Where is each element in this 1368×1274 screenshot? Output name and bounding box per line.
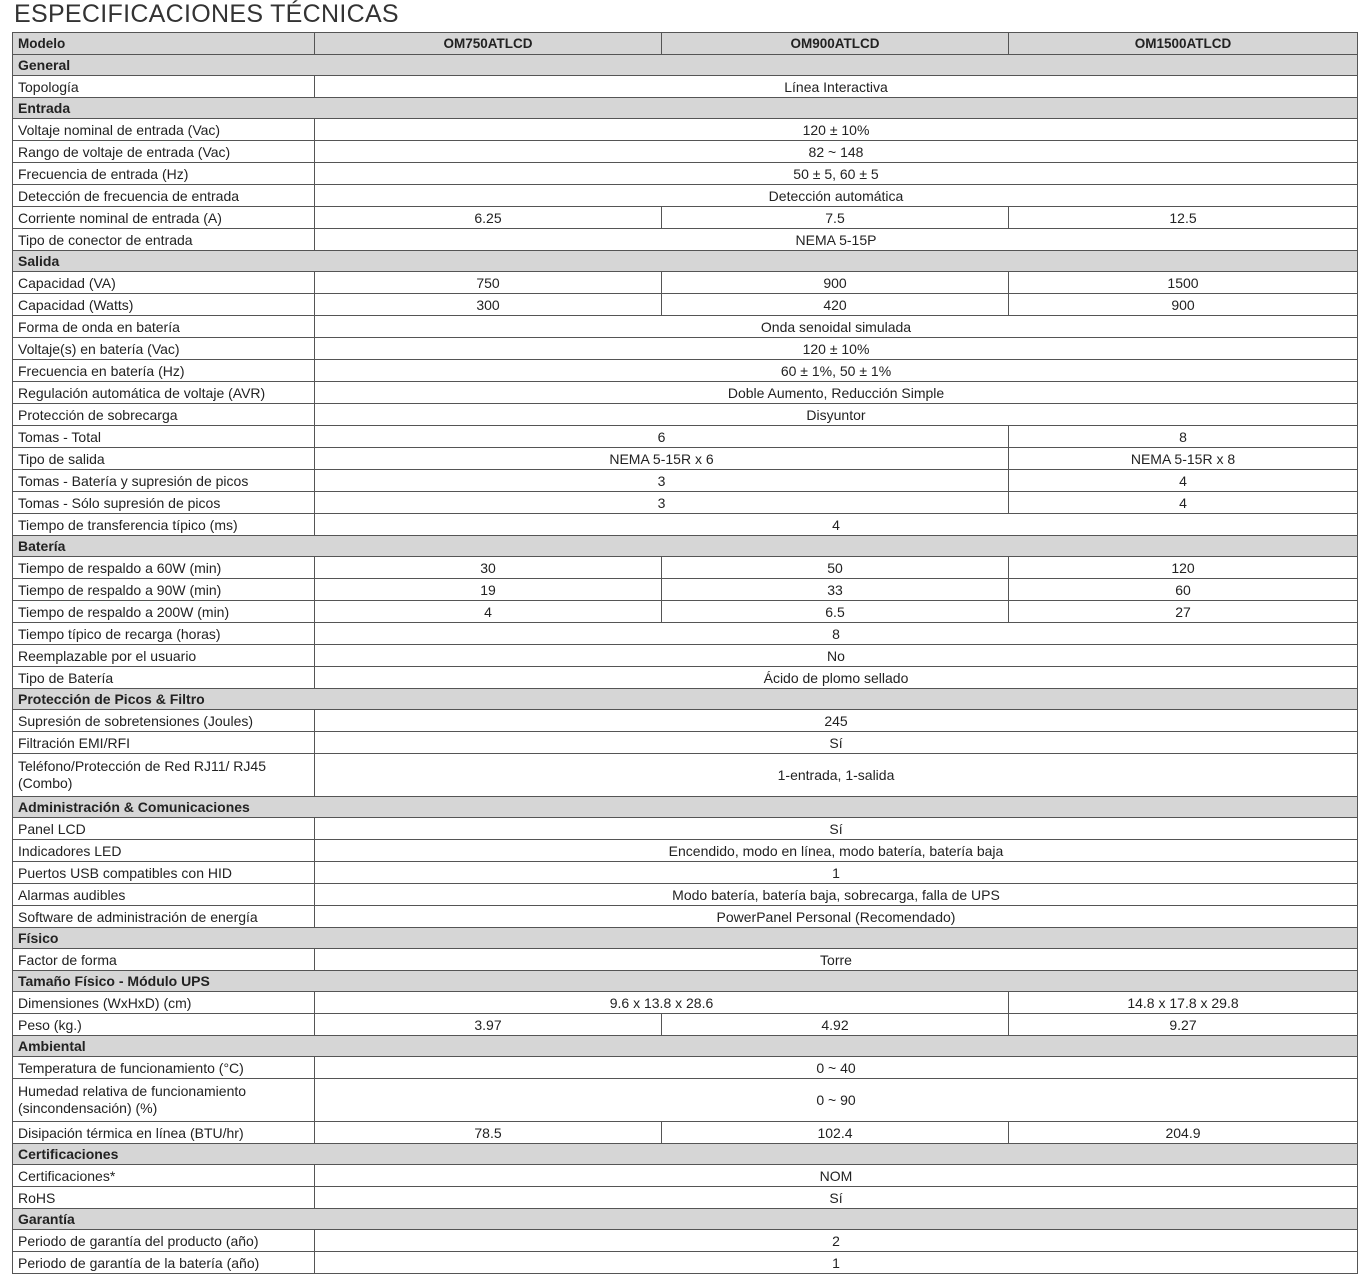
spec-label: Rango de voltaje de entrada (Vac) [13,141,315,163]
page-title: ESPECIFICACIONES TÉCNICAS [14,0,399,28]
spec-value: Línea Interactiva [315,76,1358,98]
section-header-row [13,55,1358,76]
spec-value: 900 [662,272,1009,294]
section-header-row [13,98,1358,119]
spec-label: Teléfono/Protección de Red RJ11/ RJ45 (Combo) [13,754,315,797]
spec-value: 3 [315,470,1009,492]
spec-value: 6.25 [315,207,662,229]
section-header-row [13,797,1358,818]
spec-label: Peso (kg.) [13,1014,315,1036]
spec-value: 4 [1009,492,1358,514]
spec-label: Tiempo típico de recarga (horas) [13,623,315,645]
spec-body [13,55,1358,1274]
spec-value: 33 [662,579,1009,601]
section-title: Certificaciones [13,1144,1358,1165]
spec-value: 300 [315,294,662,316]
spec-row [13,316,1358,338]
spec-label: Disipación térmica en línea (BTU/hr) [13,1122,315,1144]
spec-label: Tipo de conector de entrada [13,229,315,251]
spec-label: Detección de frecuencia de entrada [13,185,315,207]
spec-row [13,338,1358,360]
section-title: Salida [13,251,1358,272]
spec-label: Factor de forma [13,949,315,971]
spec-label: Protección de sobrecarga [13,404,315,426]
spec-row [13,862,1358,884]
spec-label: Tomas - Total [13,426,315,448]
spec-label: Humedad relativa de funcionamiento (sincondensación) (%) [13,1079,315,1122]
spec-value: Sí [315,732,1358,754]
spec-row [13,514,1358,536]
spec-value: 1500 [1009,272,1358,294]
spec-row [13,710,1358,732]
spec-row [13,1187,1358,1209]
section-title: Entrada [13,98,1358,119]
section-title: Protección de Picos & Filtro [13,689,1358,710]
spec-value: Sí [315,1187,1358,1209]
spec-row [13,601,1358,623]
spec-row [13,382,1358,404]
section-title: Administración & Comunicaciones [13,797,1358,818]
spec-label: Voltaje nominal de entrada (Vac) [13,119,315,141]
spec-value: Torre [315,949,1358,971]
spec-row [13,404,1358,426]
spec-value: Detección automática [315,185,1358,207]
spec-value: 0 ~ 90 [315,1079,1358,1122]
section-title: Físico [13,928,1358,949]
spec-row [13,141,1358,163]
spec-label: Panel LCD [13,818,315,840]
spec-row [13,119,1358,141]
spec-label: Tipo de Batería [13,667,315,689]
spec-value: 8 [315,623,1358,645]
spec-label: Certificaciones* [13,1165,315,1187]
spec-value: 78.5 [315,1122,662,1144]
spec-value: 204.9 [1009,1122,1358,1144]
spec-label: Voltaje(s) en batería (Vac) [13,338,315,360]
spec-row [13,426,1358,448]
spec-value: 0 ~ 40 [315,1057,1358,1079]
spec-label: Tiempo de respaldo a 200W (min) [13,601,315,623]
spec-value: 4 [1009,470,1358,492]
spec-value: 27 [1009,601,1358,623]
section-title: Garantía [13,1209,1358,1230]
spec-label: Tiempo de respaldo a 60W (min) [13,557,315,579]
spec-value: Sí [315,818,1358,840]
spec-value: 120 ± 10% [315,119,1358,141]
spec-label: Temperatura de funcionamiento (°C) [13,1057,315,1079]
spec-value: Modo batería, batería baja, sobrecarga, falla de UPS [315,884,1358,906]
spec-value: 9.6 x 13.8 x 28.6 [315,992,1009,1014]
spec-label: Filtración EMI/RFI [13,732,315,754]
header-row [13,33,1358,55]
model-header: OM900ATLCD [662,33,1009,55]
spec-row [13,207,1358,229]
spec-row [13,448,1358,470]
section-header-row [13,251,1358,272]
spec-row [13,229,1358,251]
spec-label: Alarmas audibles [13,884,315,906]
spec-label: Supresión de sobretensiones (Joules) [13,710,315,732]
spec-label: Capacidad (Watts) [13,294,315,316]
spec-label: Frecuencia de entrada (Hz) [13,163,315,185]
spec-value: 120 ± 10% [315,338,1358,360]
section-title: Tamaño Físico - Módulo UPS [13,971,1358,992]
spec-label: Indicadores LED [13,840,315,862]
spec-row [13,1252,1358,1274]
spec-row [13,754,1358,797]
spec-value: 420 [662,294,1009,316]
spec-value: 9.27 [1009,1014,1358,1036]
spec-value: NOM [315,1165,1358,1187]
section-header-row [13,1209,1358,1230]
spec-label: Frecuencia en batería (Hz) [13,360,315,382]
spec-label: Tiempo de transferencia típico (ms) [13,514,315,536]
section-header-row [13,928,1358,949]
spec-value: Onda senoidal simulada [315,316,1358,338]
spec-row [13,818,1358,840]
spec-value: 102.4 [662,1122,1009,1144]
spec-row [13,1122,1358,1144]
spec-value: 7.5 [662,207,1009,229]
spec-row [13,163,1358,185]
spec-row [13,906,1358,928]
spec-label: Periodo de garantía de la batería (año) [13,1252,315,1274]
spec-label: Tipo de salida [13,448,315,470]
spec-row [13,470,1358,492]
spec-value: 1 [315,1252,1358,1274]
spec-label: Regulación automática de voltaje (AVR) [13,382,315,404]
spec-value: Disyuntor [315,404,1358,426]
spec-value: 3 [315,492,1009,514]
spec-label: Capacidad (VA) [13,272,315,294]
spec-row [13,1165,1358,1187]
spec-value: NEMA 5-15P [315,229,1358,251]
spec-row [13,1230,1358,1252]
spec-value: Encendido, modo en línea, modo batería, batería baja [315,840,1358,862]
spec-row [13,840,1358,862]
spec-row [13,294,1358,316]
spec-value: 2 [315,1230,1358,1252]
spec-value: NEMA 5-15R x 8 [1009,448,1358,470]
spec-value: 900 [1009,294,1358,316]
spec-value: 6 [315,426,1009,448]
spec-label: Tomas - Sólo supresión de picos [13,492,315,514]
spec-row [13,492,1358,514]
spec-value: Doble Aumento, Reducción Simple [315,382,1358,404]
spec-row [13,884,1358,906]
spec-label: Corriente nominal de entrada (A) [13,207,315,229]
spec-label: Periodo de garantía del producto (año) [13,1230,315,1252]
spec-label: Dimensiones (WxHxD) (cm) [13,992,315,1014]
spec-value: 1 [315,862,1358,884]
spec-row [13,949,1358,971]
spec-value: 60 [1009,579,1358,601]
spec-row [13,579,1358,601]
spec-value: 30 [315,557,662,579]
section-header-row [13,536,1358,557]
spec-row [13,1079,1358,1122]
model-header: OM1500ATLCD [1009,33,1358,55]
spec-value: 120 [1009,557,1358,579]
spec-label: Tomas - Batería y supresión de picos [13,470,315,492]
spec-value: 82 ~ 148 [315,141,1358,163]
spec-value: NEMA 5-15R x 6 [315,448,1009,470]
spec-label: Puertos USB compatibles con HID [13,862,315,884]
spec-label: Reemplazable por el usuario [13,645,315,667]
spec-label: Forma de onda en batería [13,316,315,338]
spec-row [13,557,1358,579]
spec-row [13,667,1358,689]
header-label: Modelo [13,33,315,55]
spec-table [12,32,1358,1274]
section-header-row [13,689,1358,710]
spec-label: Tiempo de respaldo a 90W (min) [13,579,315,601]
spec-row [13,1057,1358,1079]
spec-label: Software de administración de energía [13,906,315,928]
spec-value: 50 ± 5, 60 ± 5 [315,163,1358,185]
spec-value: 60 ± 1%, 50 ± 1% [315,360,1358,382]
spec-row [13,360,1358,382]
spec-row [13,992,1358,1014]
spec-row [13,272,1358,294]
spec-value: 1-entrada, 1-salida [315,754,1358,797]
spec-value: Ácido de plomo sellado [315,667,1358,689]
spec-value: 8 [1009,426,1358,448]
spec-value: 750 [315,272,662,294]
spec-label: Topología [13,76,315,98]
spec-value: 19 [315,579,662,601]
spec-value: 6.5 [662,601,1009,623]
spec-row [13,185,1358,207]
model-header: OM750ATLCD [315,33,662,55]
spec-row [13,1014,1358,1036]
spec-value: 4.92 [662,1014,1009,1036]
spec-value: PowerPanel Personal (Recomendado) [315,906,1358,928]
spec-row [13,76,1358,98]
spec-row [13,732,1358,754]
section-title: Ambiental [13,1036,1358,1057]
section-header-row [13,1144,1358,1165]
spec-value: No [315,645,1358,667]
spec-value: 4 [315,601,662,623]
spec-value: 14.8 x 17.8 x 29.8 [1009,992,1358,1014]
section-header-row [13,1036,1358,1057]
spec-value: 3.97 [315,1014,662,1036]
section-header-row [13,971,1358,992]
spec-value: 245 [315,710,1358,732]
section-title: Batería [13,536,1358,557]
spec-value: 12.5 [1009,207,1358,229]
spec-row [13,645,1358,667]
spec-value: 4 [315,514,1358,536]
section-title: General [13,55,1358,76]
spec-row [13,623,1358,645]
spec-label: RoHS [13,1187,315,1209]
spec-value: 50 [662,557,1009,579]
